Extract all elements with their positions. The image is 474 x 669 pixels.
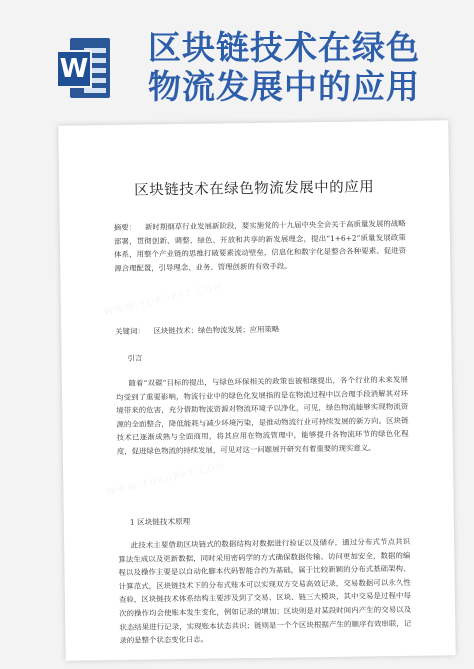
section-heading-intro: 引言 <box>127 353 143 363</box>
word-badge <box>56 50 92 88</box>
keywords-text: 区块链技术；绿色物流发展；应用策略 <box>153 324 280 336</box>
document-page <box>58 120 455 660</box>
section-heading-1: 1 区块链技术原理 <box>129 516 191 527</box>
keywords-label: 关键词： <box>115 326 145 336</box>
abstract-label: 摘要： <box>113 222 137 232</box>
abstract-text: 新时期烟草行业发展新阶段，要实施党的十九届中央全会关于高质量发展的战略部署，贯彻创新、调整、绿色、开放和共享的新发展理念，提出“1+6+2”质量发展政策体系，用整个产业链的思维打破要素流动壁垒，信息化和数字化是整合各种要素、促进资源合理配置，引导理念、业务、管理创新的有效手段。 <box>113 218 407 273</box>
section-1-paragraph: 此技术主要借助区块链式的数据结构对数据进行验证以及储存，通过分布式节点共识算法生成以及更新数据，同时采用密码学的方式确保数据传输、访问更加安全，数据的编程以及操作主要是以自动化脚本代码智能合约为基础，属于比较新颖的分布式基础架构、计算范式，区块链技术下的分布式账本可以实现双方交易高效记录，交易数据可以永久性查验，区块链技术体系结构主要涉及到了交易、区块、链三大模块，其中交易是过程中每次的操作均会使账本发生变化，例如记录的增加；区块则是对某段时间内产生的交易以及状态结果进行记录，实现账本状态共识；链则是一个个区块根据产生的顺序有效串联，记录的是整个状态变化日志。 <box>118 536 412 646</box>
watermark: WWW.TUKUPPT.COM <box>105 461 228 499</box>
banner-title-line-1: 区块链技术在绿色 <box>148 28 420 67</box>
banner-title-line-2: 物流发展中的应用 <box>148 67 420 106</box>
document-title: 区块链技术在绿色物流发展中的应用 <box>134 179 375 199</box>
banner-title <box>148 28 464 106</box>
word-document-icon <box>56 38 112 100</box>
banner <box>0 0 474 118</box>
abstract <box>114 217 407 275</box>
watermark: WWW.TUKUPPT.COM <box>103 281 225 319</box>
word-logo-letter: W <box>59 54 89 84</box>
keywords <box>115 321 407 339</box>
intro-paragraph: 随着“双碳”目标的提出，与绿色环保相关的政策也被相继提出，各个行业的未来发展均受到了重要影响，物流行业中的绿色化发展指的是在物流过程中以合理手段消解其对环境带来的危害，充分借助物流资源对物流环境予以净化，可见，绿色物流能够实现物流资源的全面整合，降低能耗与减少环境污染，是推动物流行业可持续发展的新方向。区块链技术已逐渐成熟与全面商用，将其应用在物流管理中，能够提升各物流环节的绿色化程度，促进绿色物流的持续发展，可见对这一问题展开研究有着重要的现实意义。 <box>116 374 409 456</box>
